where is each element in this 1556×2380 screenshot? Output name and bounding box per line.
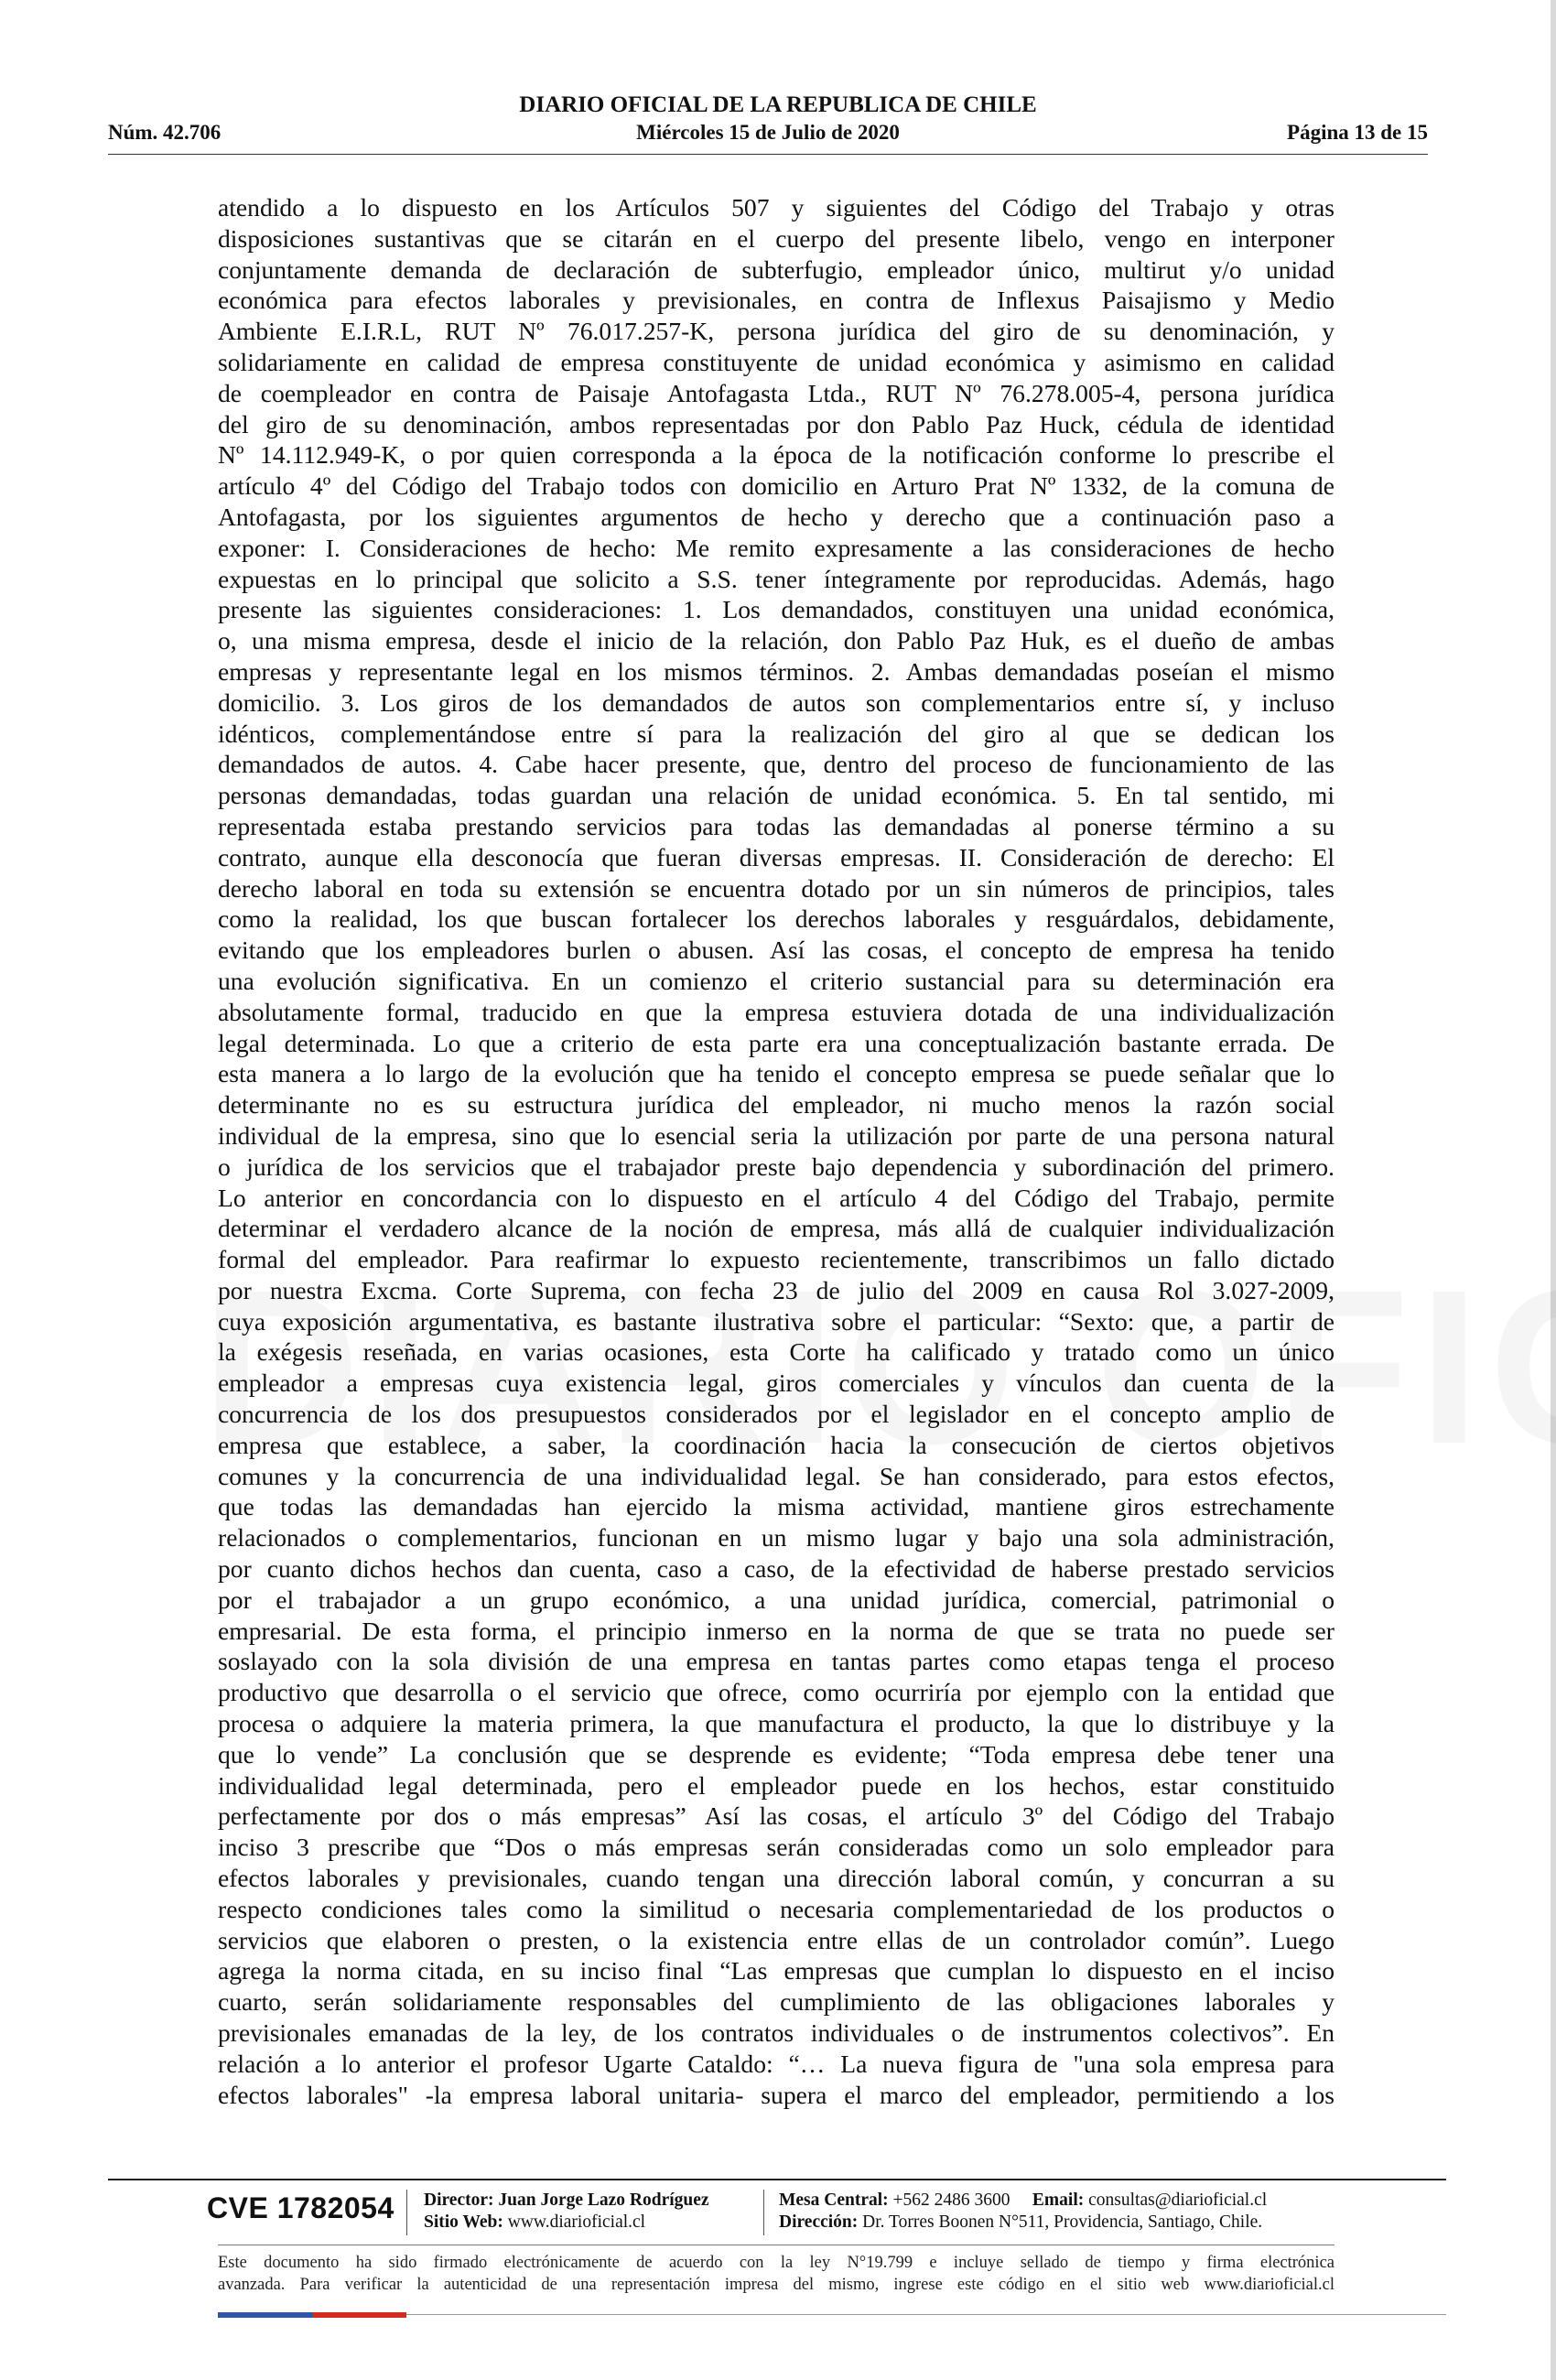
website-link[interactable]: www.diarioficial.cl [507, 2212, 646, 2232]
body-line: por el trabajador a un grupo económico, a una unidad jurídica, comercial, patrimonial o [218, 1585, 1334, 1614]
flag-blue-segment [218, 2312, 312, 2318]
website-line [424, 2212, 645, 2234]
address-label: Dirección: [779, 2212, 859, 2232]
body-line: disposiciones sustantivas que se citarán en el cuerpo del presente libelo, vengo en interponer [218, 223, 1334, 253]
page-edge-shadow [1551, 0, 1556, 2380]
body-line: conjuntamente demanda de declaración de subterfugio, empleador único, multirut y/o unidad [218, 254, 1334, 284]
body-line: relacionados o complementarios, funcionan en un mismo lugar y bajo una sola administración, [218, 1523, 1334, 1552]
body-line: contrato, aunque ella desconocía que fueran diversas empresas. II. Consideración de derecho: El [218, 842, 1334, 871]
issue-date: Miércoles 15 de Julio de 2020 [636, 121, 900, 144]
body-line: productivo que desarrolla o el servicio que ofrece, como ocurriría por ejemplo con la entidad que [218, 1678, 1334, 1707]
body-line: de coempleador en contra de Paisaje Antofagasta Ltda., RUT Nº 76.278.005-4, persona jurídica [218, 378, 1334, 407]
body-line: por cuanto dichos hechos dan cuenta, caso a caso, de la efectividad de haberse prestado servicios [218, 1554, 1334, 1584]
body-line: como la realidad, los que buscan fortalecer los derechos laborales y resguárdalos, debidamente, [218, 904, 1334, 934]
footer-bottom-line [406, 2314, 1446, 2315]
body-line: respecto condiciones tales como la similitud o necesaria complementariedad de los productos o [218, 1894, 1334, 1923]
body-line: exponer: I. Consideraciones de hecho: Me remito expresamente a las consideraciones de hecho [218, 533, 1334, 562]
body-line: la exégesis reseñada, en varias ocasiones, esta Corte ha calificado y tratado como un único [218, 1337, 1334, 1367]
body-line: absolutamente formal, traducido en que la empresa estuviera dotada de una individualización [218, 997, 1334, 1026]
chile-flag-stripe [218, 2312, 406, 2318]
document-body [218, 192, 1334, 2110]
flag-red-segment [312, 2312, 406, 2318]
body-line: demandados de autos. 4. Cabe hacer presente, que, dentro del proceso de funcionamiento de las [218, 750, 1334, 779]
phone-value: +562 2486 3600 [892, 2191, 1010, 2210]
body-line: que todas las demandadas han ejercido la misma actividad, mantiene giros estrechamente [218, 1492, 1334, 1521]
body-line: derecho laboral en toda su extensión se encuentra dotado por un sin números de principios, tales [218, 873, 1334, 903]
address-line [779, 2212, 1262, 2234]
body-line: soslayado con la sola división de una empresa en tantas partes como etapas tenga el proceso [218, 1647, 1334, 1676]
address-value: Dr. Torres Boonen N°511, Providencia, Santiago, Chile. [862, 2212, 1263, 2232]
body-line: concurrencia de los dos presupuestos considerados por el legislador en el concepto amplio de [218, 1400, 1334, 1429]
email-label: Email: [1032, 2191, 1085, 2210]
body-line: del giro de su denominación, ambos representadas por don Pablo Paz Huck, cédula de identidad [218, 409, 1334, 438]
body-line: determinante no es su estructura jurídica del empleador, ni mucho menos la razón social [218, 1090, 1334, 1120]
legal-notice-line: Este documento ha sido firmado electrónicamente de acuerdo con la ley N°19.799 e incluye sellado de tiempo y firma electrónica [218, 2254, 1334, 2272]
body-line: previsionales emanadas de la ley, de los contratos individuales o de instrumentos colectivos”. En [218, 2018, 1334, 2048]
footer-separator [406, 2190, 407, 2235]
body-line: personas demandadas, todas guardan una relación de unidad económica. 5. En tal sentido, mi [218, 781, 1334, 810]
body-line: Lo anterior en concordancia con lo dispuesto en el artículo 4 del Código del Trabajo, permite [218, 1183, 1334, 1212]
footer-info [108, 2188, 1446, 2239]
legal-notice-line: avanzada. Para verificar la autenticidad de una representación impresa del mismo, ingrese este código en el sitio web www.diarioficial.cl [218, 2276, 1334, 2294]
body-line: o, una misma empresa, desde el inicio de la relación, don Pablo Paz Huk, es el dueño de ambas [218, 626, 1334, 655]
body-line: relación a lo anterior el profesor Ugarte Cataldo: “… La nueva figura de "una sola empresa para [218, 2049, 1334, 2078]
body-line: una evolución significativa. En un comienzo el criterio sustancial para su determinación era [218, 966, 1334, 995]
body-line: Ambiente E.I.R.L, RUT Nº 76.017.257-K, persona jurídica del giro de su denominación, y [218, 317, 1334, 346]
contact-line [779, 2190, 1267, 2212]
website-label: Sitio Web: [424, 2212, 503, 2232]
email-link[interactable]: consultas@diarioficial.cl [1088, 2191, 1268, 2210]
footer-divider [108, 2179, 1446, 2180]
body-line: esta manera a lo largo de la evolución que ha tenido el concepto empresa se puede señalar que lo [218, 1059, 1334, 1088]
body-line: formal del empleador. Para reafirmar lo expuesto recientemente, transcribimos un fallo dictado [218, 1245, 1334, 1274]
issue-number: Núm. 42.706 [108, 121, 222, 144]
body-line: empleador a empresas cuya existencia legal, giros comerciales y vínculos dan cuenta de la [218, 1368, 1334, 1398]
body-line: perfectamente por dos o más empresas” Así las cosas, el artículo 3º del Código del Trabajo [218, 1801, 1334, 1831]
header-info-row [108, 121, 1428, 150]
body-line: artículo 4º del Código del Trabajo todos con domicilio en Arturo Prat Nº 1332, de la comuna de [218, 471, 1334, 501]
body-line: comunes y la concurrencia de una individualidad legal. Se han considerado, para estos efectos, [218, 1461, 1334, 1490]
body-line: efectos laborales y previsionales, cuando tengan una dirección laboral común, y concurran a su [218, 1864, 1334, 1893]
body-line: que lo vende” La conclusión que se desprende es evidente; “Toda empresa debe tener una [218, 1739, 1334, 1769]
director-name: Juan Jorge Lazo Rodríguez [498, 2191, 709, 2210]
body-line: legal determinada. Lo que a criterio de esta parte era una conceptualización bastante errada. De [218, 1028, 1334, 1057]
director-line [424, 2190, 709, 2212]
body-line: evitando que los empleadores burlen o abusen. Así las cosas, el concepto de empresa ha tenido [218, 936, 1334, 965]
body-line: efectos laborales" -la empresa laboral unitaria- supera el marco del empleador, permitiendo a los [218, 2080, 1334, 2109]
body-line: Nº 14.112.949-K, o por quien corresponda a la época de la notificación conforme lo prescribe el [218, 440, 1334, 470]
body-line: procesa o adquiere la materia primera, la que manufactura el producto, la que lo distribuye y la [218, 1709, 1334, 1738]
body-line: individualidad legal determinada, pero el empleador puede en los hechos, estar constituido [218, 1770, 1334, 1800]
cve-code: CVE 1782054 [207, 2191, 394, 2224]
body-line: presente las siguientes consideraciones: 1. Los demandados, constituyen una unidad económica, [218, 595, 1334, 624]
legal-notice [218, 2252, 1334, 2296]
body-line: económica para efectos laborales y previsionales, en contra de Inflexus Paisajismo y Medio [218, 286, 1334, 315]
body-line: por nuestra Excma. Corte Suprema, con fecha 23 de julio del 2009 en causa Rol 3.027-2009, [218, 1275, 1334, 1304]
body-line: expuestas en lo principal que solicito a S.S. tener íntegramente por reproducidas. Además, hago [218, 564, 1334, 593]
body-line: empresas y representante legal en los mismos términos. 2. Ambas demandadas poseían el mismo [218, 656, 1334, 686]
body-line: determinar el verdadero alcance de la noción de empresa, más allá de cualquier individualización [218, 1214, 1334, 1243]
body-line: individual de la empresa, sino que lo esencial seria la utilización por parte de una persona natural [218, 1120, 1334, 1150]
director-label: Director: [424, 2191, 494, 2210]
body-line: solidariamente en calidad de empresa constituyente de unidad económica y asimismo en calidad [218, 347, 1334, 376]
body-line: idénticos, complementándose entre sí para la realización del giro al que se dedican los [218, 719, 1334, 748]
phone-label: Mesa Central: [779, 2191, 889, 2210]
body-line: atendido a lo dispuesto en los Artículos 507 y siguientes del Código del Trabajo y otras [218, 193, 1334, 222]
body-line: cuarto, serán solidariamente responsables del cumplimiento de las obligaciones laborales y [218, 1987, 1334, 2017]
footer-separator [763, 2190, 764, 2235]
body-line: o jurídica de los servicios que el trabajador preste bajo dependencia y subordinación del primero. [218, 1152, 1334, 1181]
header-divider [108, 154, 1428, 155]
body-line: empresa que establece, a saber, la coordinación hacia la consecución de ciertos objetivos [218, 1430, 1334, 1459]
newspaper-title: DIARIO OFICIAL DE LA REPUBLICA DE CHILE [519, 92, 1037, 117]
body-line: Antofagasta, por los siguientes argumentos de hecho y derecho que a continuación paso a [218, 502, 1334, 531]
page-indicator: Página 13 de 15 [1287, 121, 1428, 144]
body-line: servicios que elaboren o presten, o la existencia entre ellas de un controlador común”. Luego [218, 1925, 1334, 1954]
body-line: cuya exposición argumentativa, es bastante ilustrativa sobre el particular: “Sexto: que, a partir de [218, 1306, 1334, 1336]
body-line: domicilio. 3. Los giros de los demandados de autos son complementarios entre sí, y incluso [218, 687, 1334, 717]
body-line: inciso 3 prescribe que “Dos o más empresas serán consideradas como un solo empleador para [218, 1833, 1334, 1862]
body-line: representada estaba prestando servicios para todas las demandadas al ponerse término a su [218, 811, 1334, 840]
body-line: empresarial. De esta forma, el principio inmerso en la norma de que se trata no puede ser [218, 1616, 1334, 1645]
body-line: agrega la norma citada, en su inciso final “Las empresas que cumplan lo dispuesto en el inciso [218, 1956, 1334, 1985]
